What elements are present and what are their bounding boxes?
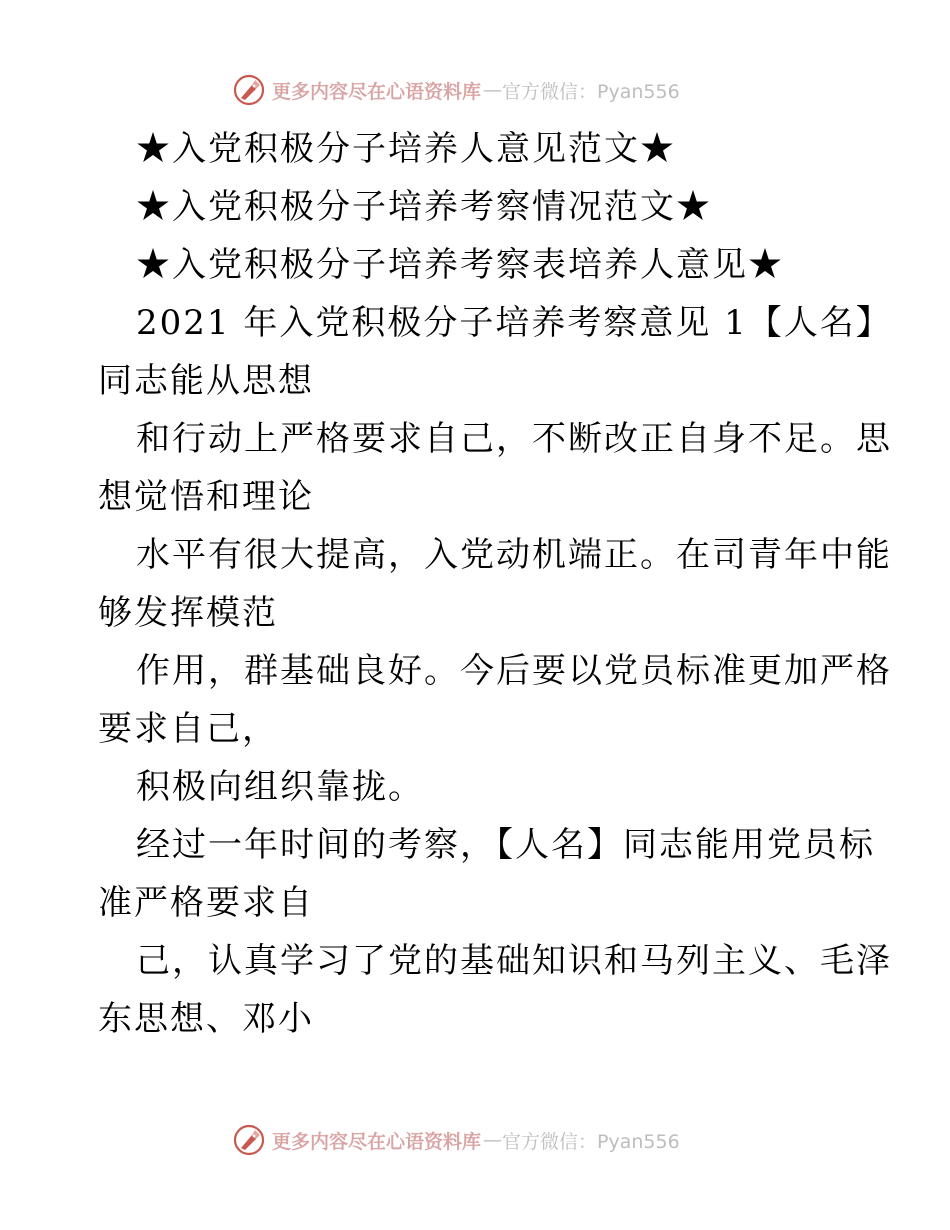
paragraph-line: 和行动上严格要求自己，不断改正自身不足。思: [136, 419, 892, 459]
heading-line: ★入党积极分子培养考察情况范文★: [136, 187, 712, 227]
paragraph-line: 准严格要求自: [98, 883, 314, 923]
paragraph-line: 要求自己，: [98, 709, 278, 749]
paragraph-line: 水平有很大提高，入党动机端正。在司青年中能: [136, 535, 892, 575]
paragraph-line: 作用，群基础良好。今后要以党员标准更加严格: [136, 651, 892, 691]
pen-nib-logo-icon: [232, 73, 266, 107]
paragraph-line: 同志能从思想: [98, 361, 314, 401]
heading-line: ★入党积极分子培养考察表培养人意见★: [136, 245, 784, 285]
paragraph-line: 东思想、邓小: [98, 999, 314, 1039]
pen-nib-logo-icon: [232, 1123, 266, 1157]
watermark-separator: —: [483, 1129, 503, 1151]
watermark-separator: —: [483, 79, 503, 101]
watermark-brand: 官方微信：Pyan556: [502, 80, 680, 103]
paragraph-line: 积极向组织靠拢。: [136, 767, 424, 807]
paragraph-line: 2021 年入党积极分子培养考察意见 1【人名】: [136, 303, 892, 343]
heading-line: ★入党积极分子培养人意见范文★: [136, 129, 676, 169]
watermark-text: 更多内容尽在心语资料库: [272, 80, 482, 103]
watermark-brand: 官方微信：Pyan556: [502, 1130, 680, 1153]
paragraph-line: 经过一年时间的考察，【人名】同志能用党员标: [136, 825, 875, 865]
footer-watermark: [232, 1120, 752, 1160]
watermark-text: 更多内容尽在心语资料库: [272, 1130, 482, 1153]
paragraph-line: 己，认真学习了党的基础知识和马列主义、毛泽: [136, 941, 892, 981]
paragraph-line: 想觉悟和理论: [98, 477, 314, 517]
header-watermark: [232, 70, 752, 110]
paragraph-line: 够发挥模范: [98, 593, 278, 633]
